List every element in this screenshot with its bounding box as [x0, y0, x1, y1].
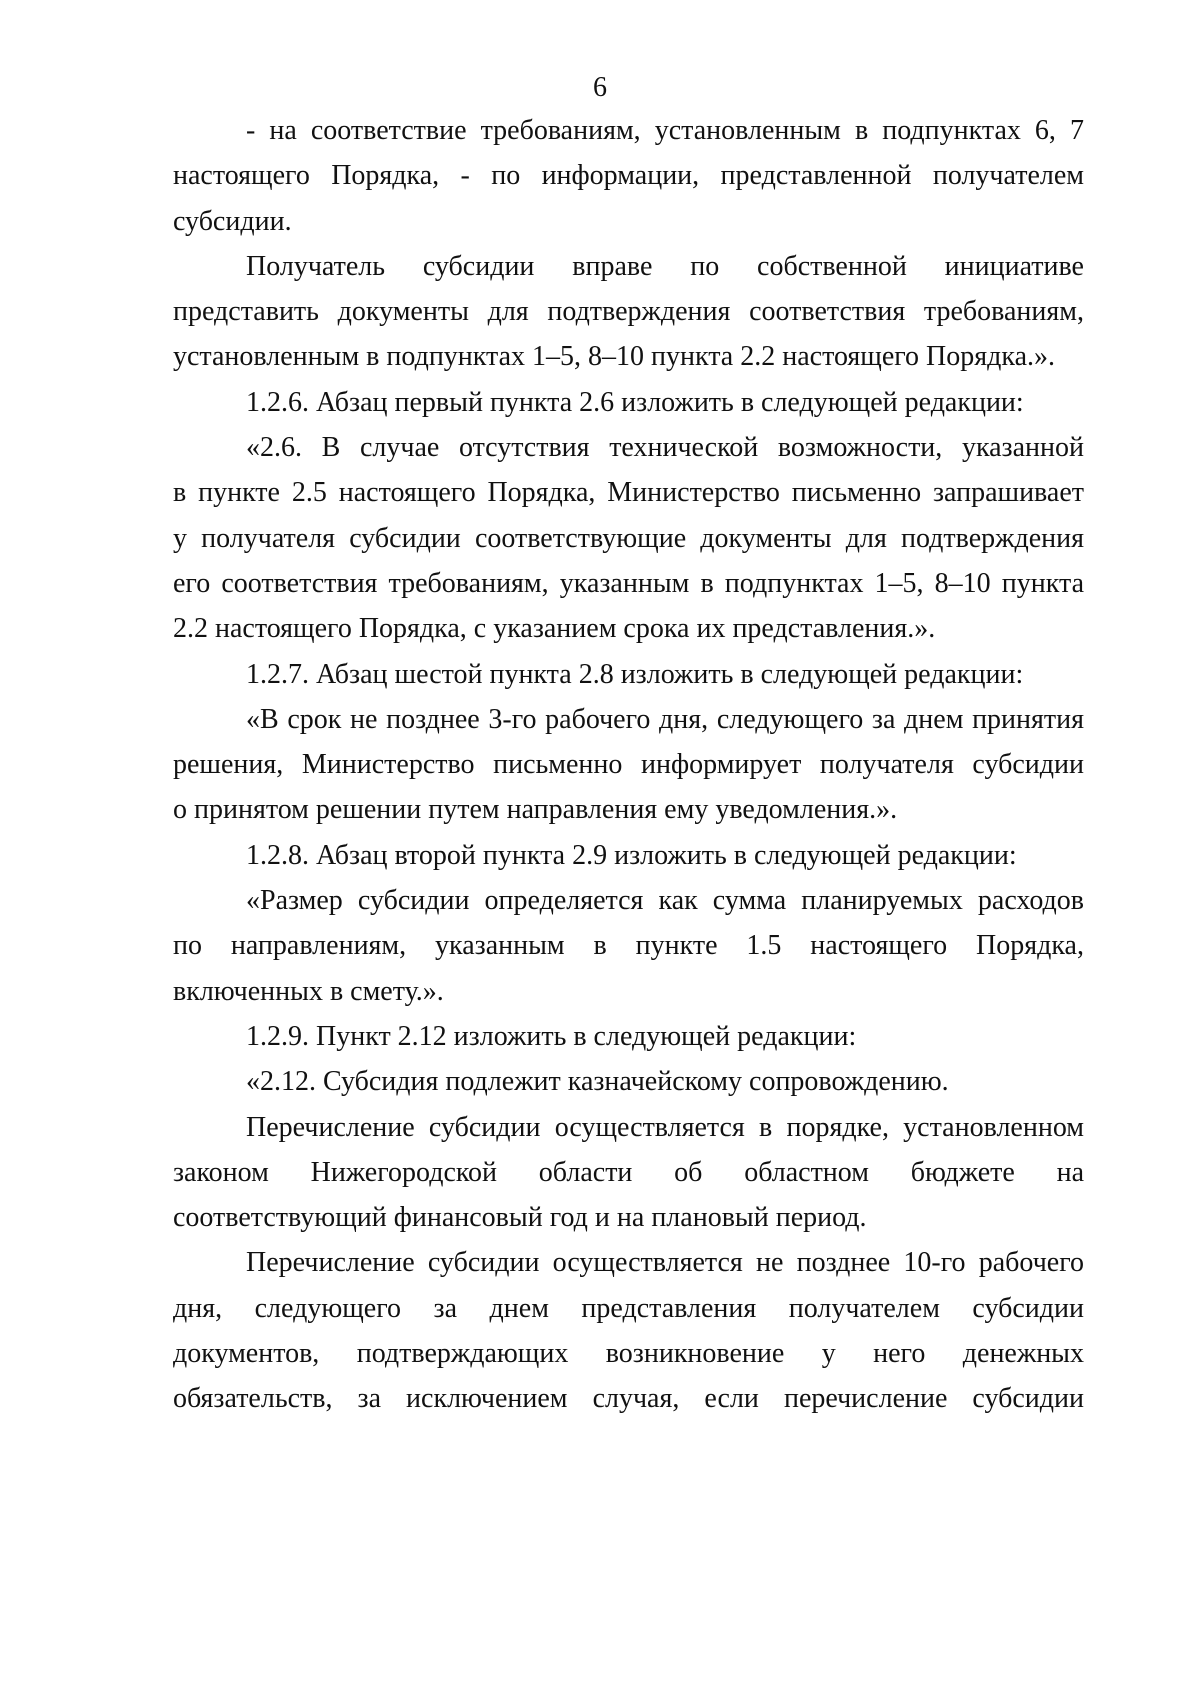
- text-line: у получателя субсидии соответствующие документы для подтверждения: [173, 522, 1084, 554]
- text-line: субсидии.: [173, 205, 292, 237]
- text-line: соответствующий финансовый год и на плановый период.: [173, 1202, 867, 1234]
- text-line: представить документы для подтверждения соответствия требованиям,: [173, 296, 1084, 328]
- text-line: по направлениям, указанным в пункте 1.5 настоящего Порядка,: [173, 930, 1084, 962]
- page-number: 6: [593, 72, 607, 103]
- text-line: Перечисление субсидии осуществляется в порядке, установленном: [246, 1111, 1084, 1143]
- text-line: документов, подтверждающих возникновение у него денежных: [173, 1338, 1084, 1370]
- text-line: - на соответствие требованиям, установленным в подпунктах 6, 7: [246, 115, 1084, 146]
- text-line: установленным в подпунктах 1–5, 8–10 пункта 2.2 настоящего Порядка.».: [173, 341, 1056, 373]
- text-line: Получатель субсидии вправе по собственной инициативе: [246, 250, 1084, 282]
- text-line: обязательств, за исключением случая, если перечисление субсидии: [173, 1383, 1084, 1415]
- text-line: дня, следующего за днем представления получателем субсидии: [173, 1292, 1084, 1324]
- text-line: Перечисление субсидии осуществляется не позднее 10-го рабочего: [246, 1247, 1084, 1279]
- text-line: в пункте 2.5 настоящего Порядка, Министерство письменно запрашивает: [173, 477, 1084, 509]
- text-line: «В срок не позднее 3-го рабочего дня, следующего за днем принятия: [246, 703, 1084, 735]
- document-body: [173, 108, 1084, 1422]
- text-line: настоящего Порядка, - по информации, представленной получателем: [173, 160, 1084, 192]
- text-line: 1.2.6. Абзац первый пункта 2.6 изложить в следующей редакции:: [246, 386, 1024, 418]
- text-line: включенных в смету.».: [173, 975, 444, 1007]
- text-line: 1.2.8. Абзац второй пункта 2.9 изложить в следующей редакции:: [246, 839, 1017, 871]
- text-line: его соответствия требованиям, указанным в подпунктах 1–5, 8–10 пункта: [173, 567, 1084, 599]
- text-line: «2.6. В случае отсутствия технической возможности, указанной: [246, 432, 1084, 464]
- text-line: 1.2.7. Абзац шестой пункта 2.8 изложить в следующей редакции:: [246, 658, 1024, 690]
- text-line: 2.2 настоящего Порядка, с указанием срока их представления.».: [173, 613, 936, 645]
- text-line: законом Нижегородской области об областном бюджете на: [173, 1156, 1084, 1188]
- text-line: «2.12. Субсидия подлежит казначейскому сопровождению.: [246, 1066, 949, 1098]
- text-line: 1.2.9. Пункт 2.12 изложить в следующей редакции:: [246, 1020, 857, 1052]
- text-line: «Размер субсидии определяется как сумма планируемых расходов: [246, 885, 1084, 917]
- text-line: о принятом решении путем направления ему уведомления.».: [173, 794, 898, 826]
- text-line: решения, Министерство письменно информирует получателя субсидии: [173, 749, 1084, 781]
